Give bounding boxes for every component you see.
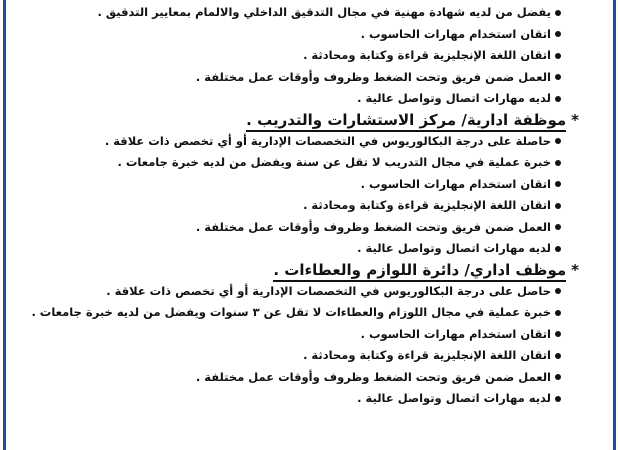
list-item <box>12 2 561 24</box>
bullet-icon <box>555 181 561 187</box>
section-header <box>12 260 579 281</box>
bullet-icon <box>555 288 561 294</box>
list-item <box>12 174 561 196</box>
bullet-icon <box>555 246 561 252</box>
bullet-icon <box>555 310 561 316</box>
bullet-icon <box>555 160 561 166</box>
requirements-list <box>12 2 601 110</box>
section-header <box>12 110 579 131</box>
list-item-text: حاصلة على درجة البكالوريوس في التخصصات الإدارية أو أي تخصص ذات علاقة . <box>104 133 551 148</box>
bullet-icon <box>555 31 561 37</box>
left-border <box>3 0 6 450</box>
list-item-text: لديه مهارات اتصال وتواصل عالية . <box>357 91 551 105</box>
requirements-list <box>12 131 601 260</box>
list-item <box>12 67 561 89</box>
star-icon: * <box>571 260 579 279</box>
list-item-text: العمل ضمن فريق وتحت الضغط وظروف وأوقات عمل مختلفة . <box>195 369 551 384</box>
list-item-text: اتقان اللغة الإنجليزية قراءة وكتابة ومحادثة . <box>303 198 551 212</box>
list-item <box>12 24 561 46</box>
list-item <box>12 345 561 367</box>
bullet-icon <box>555 74 561 80</box>
list-item-text: اتقان استخدام مهارات الحاسوب . <box>360 326 551 341</box>
section-previous-job <box>12 2 601 110</box>
bullet-icon <box>555 96 561 102</box>
bullet-icon <box>555 203 561 209</box>
list-item <box>12 238 561 260</box>
list-item-text: خبرة عملية في مجال اللوزام والعطاءات لا تقل عن ٣ سنوات ويفضل من لديه خبرة جامعات . <box>31 305 551 319</box>
list-item <box>12 152 561 174</box>
list-item-text: اتقان اللغة الإنجليزية قراءة وكتابة ومحادثة . <box>303 348 551 362</box>
list-item <box>12 88 561 110</box>
section-procurement-job <box>12 260 601 410</box>
list-item-text: لديه مهارات اتصال وتواصل عالية . <box>357 391 551 405</box>
star-icon: * <box>571 110 579 129</box>
section-title: موظفة ادارية/ مركز الاستشارات والتدريب . <box>246 112 566 132</box>
bullet-icon <box>555 396 561 402</box>
requirements-list <box>12 281 601 410</box>
list-item-text: اتقان اللغة الإنجليزية قراءة وكتابة ومحادثة . <box>303 48 551 62</box>
bullet-icon <box>555 331 561 337</box>
list-item-text: لديه مهارات اتصال وتواصل عالية . <box>357 241 551 255</box>
list-item-text: اتقان استخدام مهارات الحاسوب . <box>360 176 551 191</box>
list-item <box>12 217 561 239</box>
list-item-text: يفضل من لديه شهادة مهنية في مجال التدقيق الداخلي والالمام بمعايير التدقيق . <box>97 5 551 19</box>
list-item-text: اتقان استخدام مهارات الحاسوب . <box>360 26 551 41</box>
list-item <box>12 195 561 217</box>
list-item <box>12 324 561 346</box>
list-item <box>12 281 561 303</box>
list-item <box>12 367 561 389</box>
list-item <box>12 302 561 324</box>
section-training-center-job <box>12 110 601 260</box>
bullet-icon <box>555 53 561 59</box>
list-item <box>12 388 561 410</box>
bullet-icon <box>555 224 561 230</box>
bullet-icon <box>555 353 561 359</box>
bullet-icon <box>555 10 561 16</box>
list-item-text: العمل ضمن فريق وتحت الضغط وظروف وأوقات عمل مختلفة . <box>195 219 551 234</box>
list-item-text: خبرة عملية في مجال التدريب لا تقل عن سنة ويفضل من لديه خبرة جامعات . <box>117 155 551 169</box>
bullet-icon <box>555 138 561 144</box>
list-item <box>12 131 561 153</box>
right-border <box>613 0 616 450</box>
list-item-text: العمل ضمن فريق وتحت الضغط وظروف وأوقات عمل مختلفة . <box>195 69 551 84</box>
list-item-text: حاصل على درجة البكالوريوس في التخصصات الإدارية أو أي تخصص ذات علاقة . <box>106 283 551 298</box>
bullet-icon <box>555 374 561 380</box>
list-item <box>12 45 561 67</box>
section-title: موظف اداري/ دائرة اللوازم والعطاءات . <box>273 262 566 282</box>
